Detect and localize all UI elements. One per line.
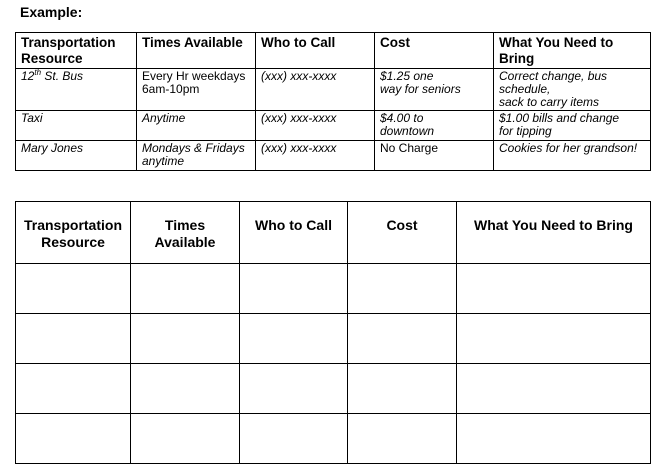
form-cell-bring[interactable]	[457, 264, 651, 314]
example-cell-who: (xxx) xxx-xxxx	[256, 69, 375, 111]
form-header-who: Who to Call	[240, 202, 348, 264]
form-cell-resource[interactable]	[16, 414, 131, 464]
form-cell-cost[interactable]	[348, 364, 457, 414]
example-heading: Example:	[20, 4, 83, 20]
example-cell-resource: Mary Jones	[16, 141, 137, 171]
form-cell-times[interactable]	[131, 414, 240, 464]
form-row	[16, 314, 651, 364]
example-table	[15, 32, 651, 171]
form-cell-bring[interactable]	[457, 314, 651, 364]
form-cell-who[interactable]	[240, 414, 348, 464]
example-cell-bring: Cookies for her grandson!	[494, 141, 651, 171]
form-cell-resource[interactable]	[16, 364, 131, 414]
example-cell-times: Mondays & Fridays anytime	[137, 141, 256, 171]
example-cell-times: Every Hr weekdays 6am-10pm	[137, 69, 256, 111]
form-header-times: Times Available	[131, 202, 240, 264]
example-header-times: Times Available	[137, 33, 256, 69]
form-cell-times[interactable]	[131, 264, 240, 314]
form-cell-who[interactable]	[240, 364, 348, 414]
form-cell-times[interactable]	[131, 314, 240, 364]
form-row	[16, 414, 651, 464]
example-row-taxi	[16, 111, 651, 141]
form-header-bring: What You Need to Bring	[457, 202, 651, 264]
example-cell-cost: $1.25 one way for seniors	[375, 69, 494, 111]
form-cell-times[interactable]	[131, 364, 240, 414]
example-cell-cost: $4.00 to downtown	[375, 111, 494, 141]
example-cell-resource: Taxi	[16, 111, 137, 141]
form-cell-resource[interactable]	[16, 314, 131, 364]
example-header-resource: Transportation Resource	[16, 33, 137, 69]
form-cell-bring[interactable]	[457, 414, 651, 464]
example-header-row	[16, 33, 651, 69]
example-header-cost: Cost	[375, 33, 494, 69]
form-cell-bring[interactable]	[457, 364, 651, 414]
example-cell-bring: $1.00 bills and change for tipping	[494, 111, 651, 141]
example-row-mary	[16, 141, 651, 171]
example-header-who: Who to Call	[256, 33, 375, 69]
example-cell-who: (xxx) xxx-xxxx	[256, 111, 375, 141]
form-cell-cost[interactable]	[348, 314, 457, 364]
form-header-cost: Cost	[348, 202, 457, 264]
example-cell-who: (xxx) xxx-xxxx	[256, 141, 375, 171]
form-cell-who[interactable]	[240, 264, 348, 314]
example-row-bus	[16, 69, 651, 111]
example-cell-times: Anytime	[137, 111, 256, 141]
form-cell-cost[interactable]	[348, 264, 457, 314]
example-header-bring: What You Need to Bring	[494, 33, 651, 69]
example-cell-bring: Correct change, bus schedule, sack to carry items	[494, 69, 651, 111]
example-cell-cost: No Charge	[375, 141, 494, 171]
form-cell-cost[interactable]	[348, 414, 457, 464]
example-cell-resource: 12th St. Bus	[16, 69, 137, 111]
form-row	[16, 364, 651, 414]
form-header-row	[16, 202, 651, 264]
form-header-resource: Transportation Resource	[16, 202, 131, 264]
form-cell-resource[interactable]	[16, 264, 131, 314]
transportation-form-table	[15, 201, 651, 464]
form-cell-who[interactable]	[240, 314, 348, 364]
form-row	[16, 264, 651, 314]
